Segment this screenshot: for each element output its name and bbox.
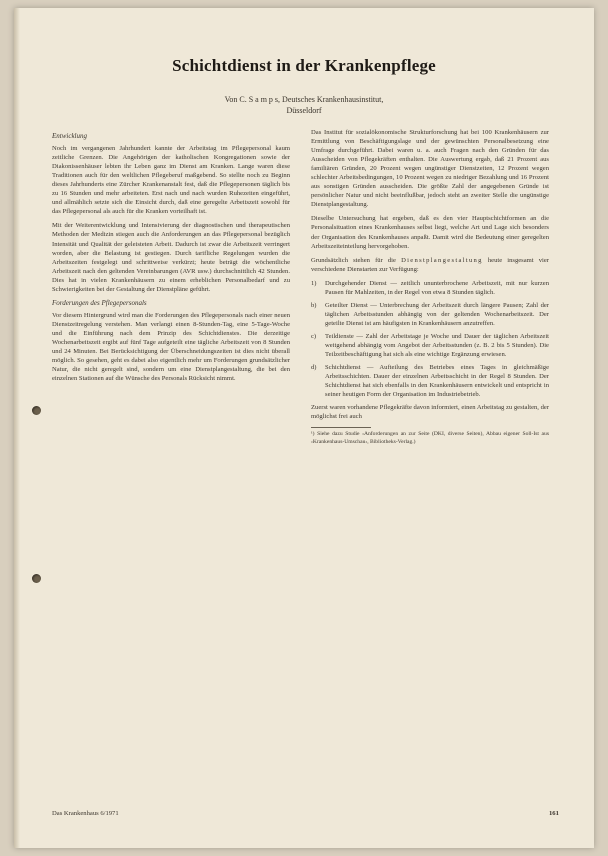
- list-text: Durchgehender Dienst — zeitlich ununterbrochene Arbeitszeit, mit nur kurzen Pausen für Mahlzeiten, in der Regel von etwa 8 Stunden täglich.: [325, 279, 549, 296]
- subhead-forderungen: Forderungen des Pflegepersonals: [52, 298, 147, 307]
- document-page: [14, 8, 594, 848]
- list-text: Teildienste — Zahl der Arbeitstage je Woche und Dauer der täglichen Arbeitszeit weitgehend abhängig vom Angebot der Arbeitsstunden (z. B. 2 bis 5 Stunden). Die Teilzeitbeschäftigung hat sich als eine wichtige Ergänzung erwiesen.: [325, 332, 549, 359]
- list-text: Schichtdienst — Aufteilung des Betriebes eines Tages in gleichmäßige Arbeitsschichten. Dauer der einzelnen Arbeitsschicht in der Regel 8 Stunden. Der Schichtdienst hat sich ebenfalls in den Krankenhäusern entwickelt und entspricht in seiner heutigen Form der Organisation im Industriebetrieb.: [325, 364, 549, 399]
- right-column: [311, 128, 549, 446]
- punch-hole-icon: [32, 574, 41, 583]
- list-label: 1): [311, 279, 317, 287]
- subhead-entwicklung: Entwicklung: [52, 132, 87, 140]
- paragraph: Zuerst waren vorhandene Pflegekräfte davon informiert, einen Arbeitstag zu gestalten, der möglichst frei auch: [311, 404, 550, 421]
- byline-author: Von C. S a m p s, Deutsches Krankenhausinstitut,: [224, 95, 384, 104]
- list-label: b): [311, 301, 317, 309]
- byline-location: Düsseldorf: [286, 106, 322, 115]
- left-column: [52, 128, 290, 388]
- list-label: c): [311, 332, 317, 340]
- list-text: Geteilter Dienst — Unterbrechung der Arbeitszeit durch längere Pausen; Zahl der täglichen Arbeitsstunden abhängig von der geltenden Wochenarbeitszeit. Der geteilte Dienst ist am häufigsten in Krankenhäusern anzutreffen.: [325, 301, 549, 327]
- page-number: 161: [549, 810, 559, 817]
- paragraph: Noch im vergangenen Jahrhundert kannte der Arbeitstag im Pflegepersonal kaum zeitliche Grenzen. Die Angehörigen der katholischen Kongregationen sowie der Diakonissenhäuser lebten ihr Leben ganz im Dienst am Kranken. Lange waren diese Traditionen auch für den weltlichen Pflegeberuf maßgebend. So stellte noch zu Beginn dieses Jahrhunderts eine Zürcher Krankenanstalt fest, daß die Pflegepersonen täglich bis zu 16 Stunden und mehr arbeiteten. Erst nach und nach wurden Ruhezeiten eingeführt, und allmählich setzte sich die Einsicht durch, daß eine geregelte Arbeitszeit sowohl für das Pflegepersonal als auch für die Kranken vorteilhaft ist.: [52, 145, 290, 216]
- list-item: [311, 279, 549, 297]
- page-binding-shadow: [14, 8, 20, 848]
- paragraph: Vor diesem Hintergrund wird man die Forderungen des Pflegepersonals nach einer neuen Dienstzeitregelung verstehen. Man verlangt einen 8-Stunden-Tag, eine 5-Tage-Woche und die Einführung nach dem Prinzip des Schichtdienstes. Die derzeitige Wochenarbeitszeit ergibt auf fünf Tage aufgeteilt eine tägliche Arbeitszeit von 8 Stunden und 24 Minuten. Bei Berücksichtigung der Überschneidungszeiten ist dies nicht überall möglich. So gesehen, geht es dabei also eigentlich mehr um Forderungen grundsätzlicher Natur, die nicht geregelt sind, sondern um eine Dienstplangestaltung, die bei den einzelnen Stationen auf die Wünsche des Personals Rücksicht nimmt.: [52, 311, 290, 383]
- article-byline: [14, 94, 594, 116]
- paragraph: Mit der Weiterentwicklung und Intensivierung der diagnostischen und therapeutischen Methoden der Medizin stiegen auch die Anforderungen an das Pflegepersonal bezüglich Intensität und Qualität der geleisteten Arbeit. Dadurch ist zwar die Arbeitszeit verringert worden, aber die Belastung ist gestiegen. Durch tarifliche Regelungen wurden die Arbeitszeiten festgelegt und schrittweise verkürzt; heute beträgt die wöchentliche Arbeitszeit nach den geltenden Vereinbarungen (AVR usw.) durchschnittlich 42 Stunden. Dies hat in vielen Krankenhäusern zu einem erheblichen Personalbedarf und zu Schwierigkeiten bei der Gestaltung der Dienstpläne geführt.: [52, 222, 290, 293]
- paragraph: [311, 256, 549, 274]
- punch-hole-icon: [32, 406, 41, 415]
- list-item: [311, 332, 549, 359]
- footnote: ¹) Siehe dazu Studie ›Anforderungen an zur Seite (DKI, diverse Seiten), Abbau eigener Soll-Ist aus ›Krankenhaus-Umschau‹, Bibliotheks-Verlag.): [311, 431, 549, 445]
- text-run: Grundsätzlich stehen für die: [311, 256, 402, 264]
- spaced-term: Dienstplangestaltung: [401, 256, 483, 264]
- paragraph: Dieselbe Untersuchung hat ergeben, daß es den vier Hauptschichtformen an die Personalsituation eines Krankenhauses selbst liegt, welche Art und Lage sich besonders der Organisation des Krankenhauses anpaßt. Damit wird die Bedeutung einer geregelten Arbeitszeiteinteilung hervorgehoben.: [311, 215, 549, 250]
- list-label: d): [311, 364, 317, 372]
- list-item: [311, 301, 549, 328]
- footnote-divider: [311, 427, 371, 428]
- article-title: Schichtdienst in der Krankenpflege: [172, 56, 436, 75]
- text-run: heute insgesamt vier verschiedene Dienstarten zur Verfügung:: [311, 256, 549, 273]
- journal-reference: Das Krankenhaus 6/1971: [52, 810, 119, 817]
- list-item: [311, 363, 549, 399]
- paragraph: Das Institut für sozialökonomische Strukturforschung hat bei 100 Krankenhäusern zur Ermittlung von Beschäftigungslage und der gewünschten Personalbesetzung eine Umfrage durchgeführt. Dabei waren u. a. auch Fragen nach den Gründen für das Ausscheiden von Pflegekräften enthalten. Die Auswertung ergab, daß 21 Prozent aus familiären Gründen, 20 Prozent wegen ungünstiger Dienstzeiten, 12 Prozent wegen schlechter Arbeitsbedingungen, 10 Prozent wegen zu niedriger Bezahlung und 16 Prozent aus sonstigen Gründen ausscheiden. Die größte Zahl der angegebenen Gründe ist persönlicher Natur und nicht beeinflußbar, jedoch steht an zweiter Stelle die ungünstige Dienstplangestaltung.: [311, 129, 549, 209]
